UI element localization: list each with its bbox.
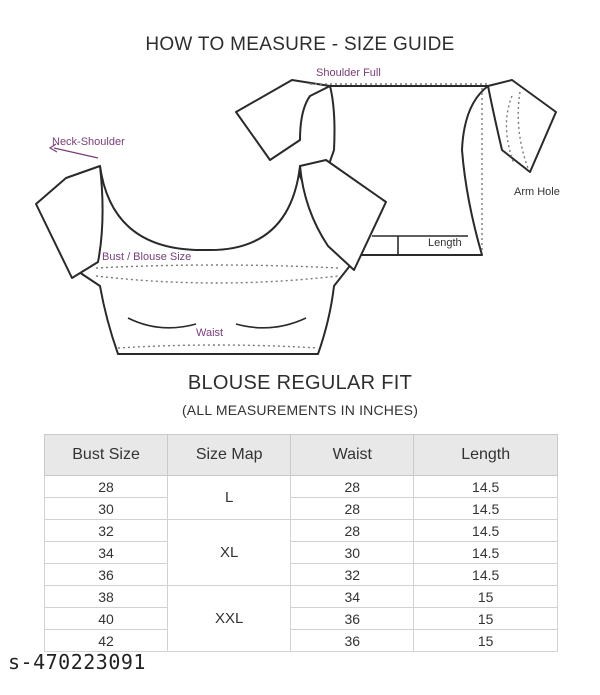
size-map-cell: L [168, 476, 291, 520]
header-size-map: Size Map [168, 435, 291, 476]
length-cell: 15 [414, 608, 558, 630]
bust-cell: 34 [45, 542, 168, 564]
length-cell: 14.5 [414, 520, 558, 542]
table-row [45, 476, 558, 498]
waist-cell: 28 [291, 520, 414, 542]
waist-cell: 30 [291, 542, 414, 564]
bust-cell: 40 [45, 608, 168, 630]
arm-hole-label: Arm Hole [514, 186, 560, 198]
front-left-sleeve [36, 166, 103, 278]
bust-cell: 38 [45, 586, 168, 608]
size-map-cell: XL [168, 520, 291, 586]
length-cell: 15 [414, 630, 558, 652]
bust-cell: 28 [45, 476, 168, 498]
length-cell: 14.5 [414, 476, 558, 498]
bust-cell: 36 [45, 564, 168, 586]
bust-cell: 30 [45, 498, 168, 520]
table-row [45, 630, 558, 652]
header-length: Length [414, 435, 558, 476]
table-row [45, 586, 558, 608]
table-row [45, 520, 558, 542]
fit-title: BLOUSE REGULAR FIT [187, 372, 413, 394]
waist-label: Waist [196, 327, 224, 339]
size-table [44, 434, 558, 652]
table-row [45, 542, 558, 564]
table-row [45, 608, 558, 630]
waist-cell: 28 [291, 476, 414, 498]
size-table-header [45, 435, 558, 476]
shoulder-full-label: Shoulder Full [316, 67, 381, 79]
back-left-sleeve [236, 80, 330, 160]
length-cell: 14.5 [414, 498, 558, 520]
bust-cell: 32 [45, 520, 168, 542]
waist-cell: 36 [291, 608, 414, 630]
length-cell: 14.5 [414, 564, 558, 586]
neck-shoulder-label: Neck-Shoulder [52, 136, 125, 148]
header-bust-size: Bust Size [45, 435, 168, 476]
watermark-id: s-470223091 [8, 650, 146, 674]
length-cell: 15 [414, 586, 558, 608]
table-row [45, 564, 558, 586]
bust-cell: 42 [45, 630, 168, 652]
size-guide-title: HOW TO MEASURE - SIZE GUIDE [145, 34, 455, 55]
length-cell: 14.5 [414, 542, 558, 564]
header-waist: Waist [291, 435, 414, 476]
bust-blouse-size-label: Bust / Blouse Size [102, 251, 192, 263]
fit-subtitle: (ALL MEASUREMENTS IN INCHES) [181, 402, 419, 418]
back-right-sleeve [488, 80, 556, 172]
waist-cell: 34 [291, 586, 414, 608]
waist-cell: 36 [291, 630, 414, 652]
waist-cell: 32 [291, 564, 414, 586]
length-label: Length [428, 237, 462, 249]
waist-cell: 28 [291, 498, 414, 520]
size-map-cell: XXL [168, 586, 291, 652]
table-row [45, 498, 558, 520]
